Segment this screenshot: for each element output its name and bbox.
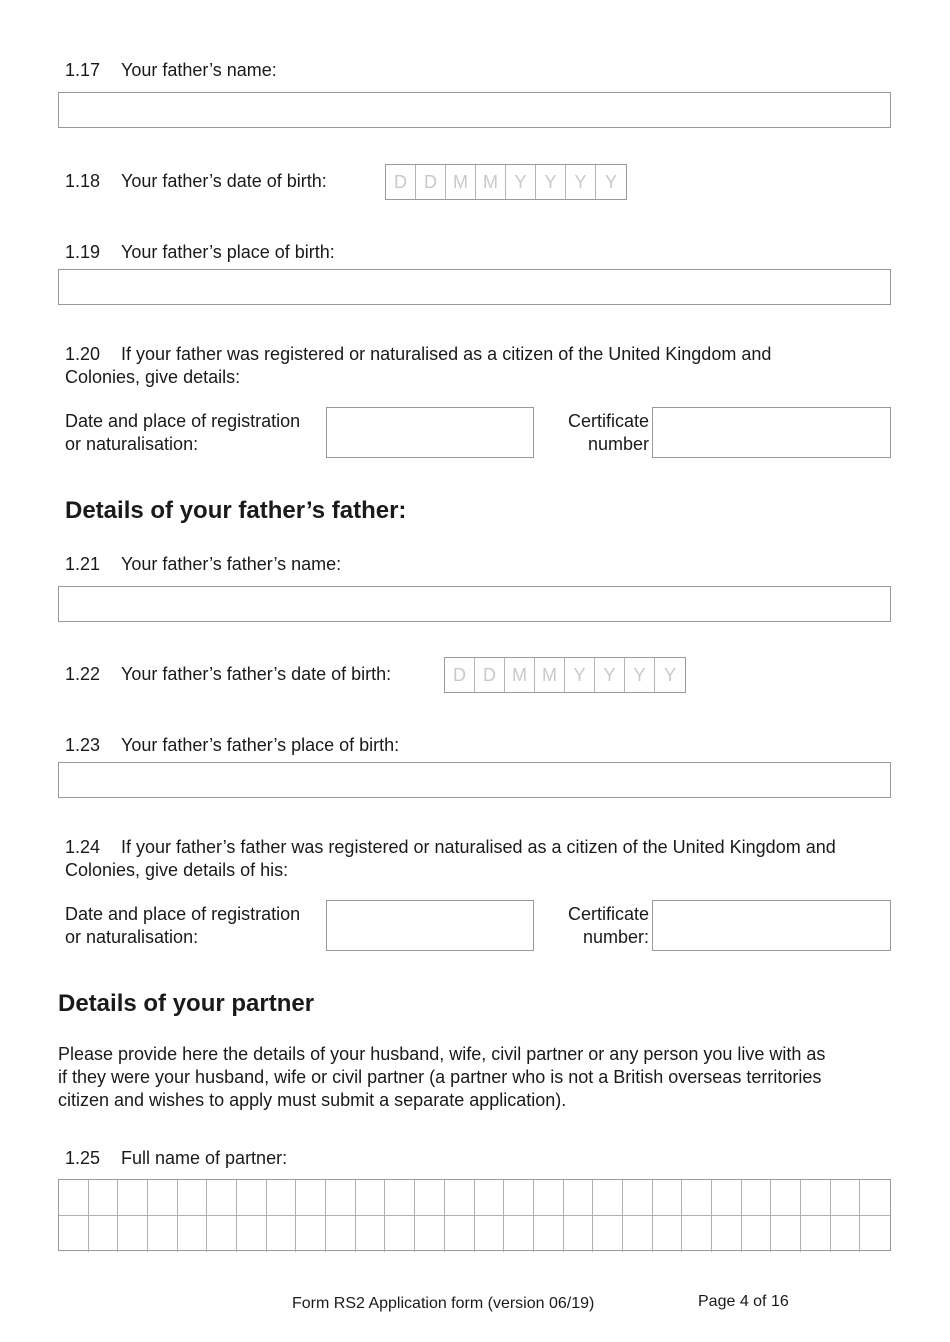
dob-year-cell[interactable]: Y bbox=[566, 165, 596, 199]
partner-name-letter-box[interactable] bbox=[564, 1180, 594, 1216]
partner-name-letter-box[interactable] bbox=[504, 1216, 534, 1252]
partner-name-letter-box[interactable] bbox=[653, 1180, 683, 1216]
partner-intro-paragraph: Please provide here the details of your husband, wife, civil partner or any person you live with as if they were your husband, wife or civil partner (a partner who is not a British overseas territories citizen and wishes to apply must submit a separate application). bbox=[58, 1044, 826, 1110]
partner-name-letter-box[interactable] bbox=[296, 1180, 326, 1216]
dob-day-cell[interactable]: D bbox=[475, 658, 505, 692]
partner-name-letter-box[interactable] bbox=[237, 1216, 267, 1252]
q122-label: 1.22 Your father’s father’s date of birth: bbox=[65, 664, 392, 684]
partner-name-letter-box[interactable] bbox=[178, 1216, 208, 1252]
partner-name-letter-box[interactable] bbox=[89, 1180, 119, 1216]
dob-day-cell[interactable]: D bbox=[416, 165, 446, 199]
partner-name-letter-box[interactable] bbox=[148, 1180, 178, 1216]
partner-name-letter-box[interactable] bbox=[801, 1180, 831, 1216]
dob-year-cell[interactable]: Y bbox=[506, 165, 536, 199]
partner-name-letter-box[interactable] bbox=[534, 1180, 564, 1216]
partner-name-letter-box[interactable] bbox=[415, 1180, 445, 1216]
partner-name-letter-box[interactable] bbox=[267, 1180, 297, 1216]
fathers-father-name-input[interactable] bbox=[58, 586, 891, 622]
q121-label: 1.21 Your father’s father’s name: bbox=[65, 554, 342, 574]
dob-month-cell[interactable]: M bbox=[446, 165, 476, 199]
father-registration-date-place-input[interactable] bbox=[326, 407, 534, 458]
fathers-father-registration-date-place-input[interactable] bbox=[326, 900, 534, 951]
partner-name-letter-box[interactable] bbox=[593, 1216, 623, 1252]
partner-name-letter-box[interactable] bbox=[207, 1180, 237, 1216]
partner-name-letter-box[interactable] bbox=[801, 1216, 831, 1252]
partner-name-letter-box[interactable] bbox=[504, 1180, 534, 1216]
fathers-father-dob-field[interactable] bbox=[444, 657, 686, 693]
dob-month-cell[interactable]: M bbox=[535, 658, 565, 692]
partner-name-letter-box[interactable] bbox=[326, 1216, 356, 1252]
partner-name-letter-box[interactable] bbox=[415, 1216, 445, 1252]
partner-name-letter-box[interactable] bbox=[237, 1180, 267, 1216]
dob-month-cell[interactable]: M bbox=[476, 165, 506, 199]
partner-name-letter-box[interactable] bbox=[742, 1216, 772, 1252]
partner-name-letter-box[interactable] bbox=[445, 1180, 475, 1216]
partner-name-letter-box[interactable] bbox=[860, 1180, 890, 1216]
partner-name-letter-box[interactable] bbox=[593, 1180, 623, 1216]
partner-name-letter-box[interactable] bbox=[771, 1216, 801, 1252]
dob-day-cell[interactable]: D bbox=[386, 165, 416, 199]
partner-name-letter-box[interactable] bbox=[89, 1216, 119, 1252]
partner-name-letter-box[interactable] bbox=[771, 1180, 801, 1216]
partner-name-letter-box[interactable] bbox=[356, 1216, 386, 1252]
partner-name-letter-box[interactable] bbox=[860, 1216, 890, 1252]
dob-year-cell[interactable]: Y bbox=[663, 664, 676, 685]
father-dob-field[interactable] bbox=[385, 164, 627, 200]
partner-name-letter-box[interactable] bbox=[831, 1180, 861, 1216]
father-name-input[interactable] bbox=[58, 92, 891, 128]
q120-certificate-label: Certificate number bbox=[567, 411, 649, 454]
partner-name-letter-box[interactable] bbox=[742, 1180, 772, 1216]
q124-certificate-label: Certificate number: bbox=[567, 904, 649, 947]
partner-name-letter-box[interactable] bbox=[267, 1216, 297, 1252]
partner-name-letter-box[interactable] bbox=[712, 1216, 742, 1252]
dob-year-cell[interactable]: Y bbox=[604, 171, 617, 192]
footer-page-number: Page 4 of 16 bbox=[698, 1293, 789, 1310]
section-fathers-father-heading: Details of your father’s father: bbox=[65, 497, 407, 524]
partner-name-letter-box[interactable] bbox=[831, 1216, 861, 1252]
partner-name-letter-box[interactable] bbox=[682, 1216, 712, 1252]
partner-name-letter-box[interactable] bbox=[326, 1180, 356, 1216]
dob-year-cell[interactable]: Y bbox=[595, 658, 625, 692]
father-place-of-birth-input[interactable] bbox=[58, 269, 891, 305]
q119-label: 1.19 Your father’s place of birth: bbox=[65, 242, 335, 262]
partner-name-letter-box[interactable] bbox=[445, 1216, 475, 1252]
partner-name-letter-box[interactable] bbox=[356, 1180, 386, 1216]
partner-name-letter-box[interactable] bbox=[653, 1216, 683, 1252]
dob-month-cell[interactable]: M bbox=[505, 658, 535, 692]
partner-name-letter-box[interactable] bbox=[118, 1180, 148, 1216]
partner-name-letter-box[interactable] bbox=[385, 1216, 415, 1252]
father-certificate-number-input[interactable] bbox=[652, 407, 891, 458]
dob-year-cell[interactable]: Y bbox=[536, 165, 566, 199]
partner-name-letter-box[interactable] bbox=[623, 1180, 653, 1216]
dob-year-cell[interactable]: Y bbox=[565, 658, 595, 692]
q124-text: 1.24 If your father’s father was registered or naturalised as a citizen of the United Kingdom and Colonies, give details of his: bbox=[65, 837, 836, 880]
q120-text: 1.20 If your father was registered or naturalised as a citizen of the United Kingdom and Colonies, give details: bbox=[65, 344, 772, 387]
partner-name-letter-box[interactable] bbox=[207, 1216, 237, 1252]
fathers-father-place-of-birth-input[interactable] bbox=[58, 762, 891, 798]
partner-name-letter-box[interactable] bbox=[118, 1216, 148, 1252]
partner-name-letter-box[interactable] bbox=[682, 1180, 712, 1216]
fathers-father-certificate-number-input[interactable] bbox=[652, 900, 891, 951]
partner-name-letter-box[interactable] bbox=[623, 1216, 653, 1252]
partner-name-letter-box[interactable] bbox=[296, 1216, 326, 1252]
partner-name-letter-box[interactable] bbox=[534, 1216, 564, 1252]
footer-form-title: Form RS2 Application form (version 06/19) bbox=[292, 1295, 595, 1312]
dob-day-cell[interactable]: D bbox=[445, 658, 475, 692]
q117-label: 1.17 Your father’s name: bbox=[65, 60, 277, 80]
q118-label: 1.18 Your father’s date of birth: bbox=[65, 171, 327, 191]
dob-year-cell[interactable]: Y bbox=[625, 658, 655, 692]
partner-name-letter-box[interactable] bbox=[59, 1216, 89, 1252]
section-partner-heading: Details of your partner bbox=[58, 990, 315, 1017]
partner-name-letter-box[interactable] bbox=[564, 1216, 594, 1252]
q123-label: 1.23 Your father’s father’s place of birth: bbox=[65, 735, 400, 755]
partner-name-letter-box[interactable] bbox=[59, 1180, 89, 1216]
q124-date-place-label: Date and place of registration or naturalisation: bbox=[65, 904, 301, 947]
partner-name-grid[interactable] bbox=[58, 1179, 891, 1251]
partner-name-letter-box[interactable] bbox=[475, 1180, 505, 1216]
partner-name-letter-box[interactable] bbox=[475, 1216, 505, 1252]
partner-name-letter-box[interactable] bbox=[385, 1180, 415, 1216]
partner-name-letter-box[interactable] bbox=[178, 1180, 208, 1216]
partner-name-letter-box[interactable] bbox=[712, 1180, 742, 1216]
q120-date-place-label: Date and place of registration or naturalisation: bbox=[65, 411, 301, 454]
q125-label: 1.25 Full name of partner: bbox=[65, 1148, 288, 1168]
partner-name-letter-box[interactable] bbox=[148, 1216, 178, 1252]
